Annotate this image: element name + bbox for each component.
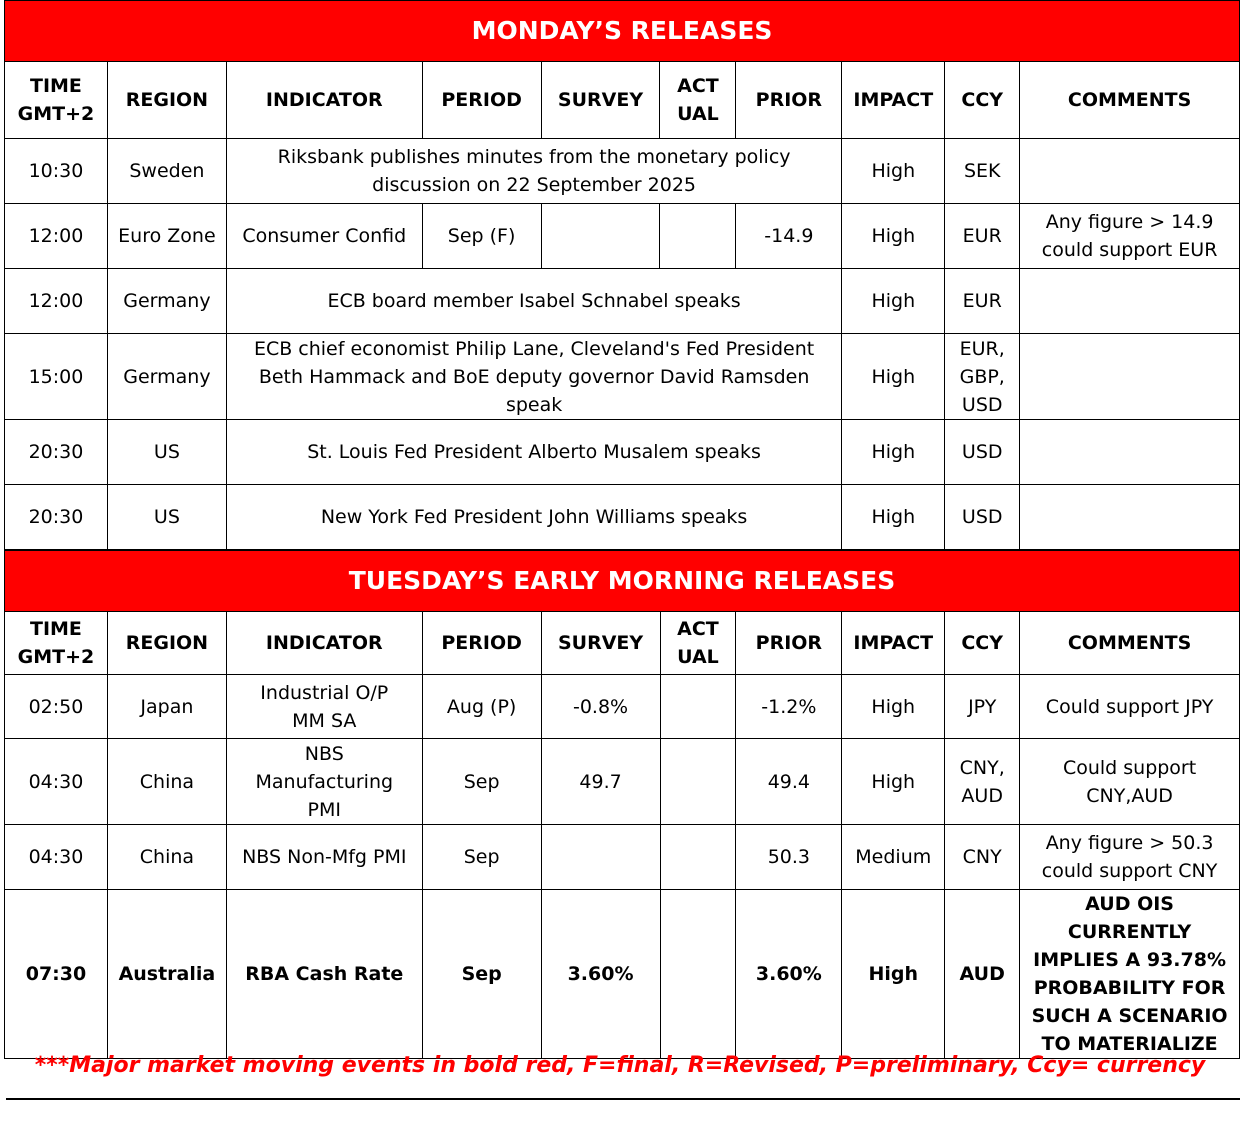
- header-comments: COMMENTS: [1020, 612, 1240, 675]
- ccy-cell: USD: [945, 420, 1020, 485]
- indicator-cell: NBS Manufacturing PMI: [226, 739, 422, 825]
- region-cell: China: [107, 739, 226, 825]
- table-row: [5, 420, 1240, 485]
- header-prior: PRIOR: [736, 612, 842, 675]
- actual-cell: [660, 890, 736, 1059]
- header-prior: PRIOR: [736, 62, 842, 139]
- comments-cell: Could support JPY: [1020, 675, 1240, 739]
- indicator-cell: Industrial O/P MM SA: [226, 675, 422, 739]
- indicator-cell: RBA Cash Rate: [226, 890, 422, 1059]
- indicator-cell: New York Fed President John Williams speaks: [226, 485, 841, 550]
- header-impact: IMPACT: [842, 612, 945, 675]
- header-period: PERIOD: [422, 62, 541, 139]
- header-time: TIME GMT+2: [5, 612, 108, 675]
- monday-header-row: [5, 62, 1240, 139]
- bottom-divider: [6, 1098, 1240, 1100]
- period-cell: Sep: [422, 739, 541, 825]
- header-indicator: INDICATOR: [226, 612, 422, 675]
- table-row: [5, 825, 1240, 890]
- ccy-cell: SEK: [945, 139, 1020, 204]
- impact-cell: High: [842, 269, 945, 334]
- prior-cell: -1.2%: [736, 675, 842, 739]
- comments-cell: [1020, 269, 1240, 334]
- header-comments: COMMENTS: [1020, 62, 1240, 139]
- region-cell: China: [107, 825, 226, 890]
- period-cell: Aug (P): [422, 675, 541, 739]
- header-indicator: INDICATOR: [226, 62, 422, 139]
- indicator-cell: Riksbank publishes minutes from the monetary policy discussion on 22 September 2025: [226, 139, 841, 204]
- prior-cell: 50.3: [736, 825, 842, 890]
- indicator-cell: ECB board member Isabel Schnabel speaks: [226, 269, 841, 334]
- region-cell: Germany: [107, 269, 226, 334]
- impact-cell: High: [842, 485, 945, 550]
- prior-cell: 49.4: [736, 739, 842, 825]
- impact-cell: High: [842, 204, 945, 269]
- actual-cell: [660, 825, 736, 890]
- header-survey: SURVEY: [541, 612, 660, 675]
- region-cell: Japan: [107, 675, 226, 739]
- table-row: [5, 139, 1240, 204]
- prior-cell: 3.60%: [736, 890, 842, 1059]
- table-row: [5, 204, 1240, 269]
- table-row: [5, 334, 1240, 420]
- ccy-cell: USD: [945, 485, 1020, 550]
- survey-cell: [541, 825, 660, 890]
- time-cell: 10:30: [5, 139, 108, 204]
- legend-footnote: ***Major market moving events in bold red, F=final, R=Revised, P=preliminary, Ccy= currency: [34, 1053, 1206, 1078]
- period-cell: Sep: [422, 890, 541, 1059]
- table-row: [5, 739, 1240, 825]
- comments-cell: [1020, 485, 1240, 550]
- table-row: [5, 485, 1240, 550]
- region-cell: Germany: [107, 334, 226, 420]
- tuesday-title: TUESDAY’S EARLY MORNING RELEASES: [5, 551, 1240, 612]
- ccy-cell: EUR: [945, 204, 1020, 269]
- indicator-cell: NBS Non-Mfg PMI: [226, 825, 422, 890]
- time-cell: 12:00: [5, 204, 108, 269]
- impact-cell: High: [842, 739, 945, 825]
- ccy-cell: AUD: [945, 890, 1020, 1059]
- actual-cell: [660, 204, 736, 269]
- impact-cell: High: [842, 139, 945, 204]
- time-cell: 02:50: [5, 675, 108, 739]
- comments-cell: Any figure > 14.9 could support EUR: [1020, 204, 1240, 269]
- comments-cell: AUD OIS CURRENTLY IMPLIES A 93.78% PROBABILITY FOR SUCH A SCENARIO TO MATERIALIZE: [1020, 890, 1240, 1059]
- time-cell: 15:00: [5, 334, 108, 420]
- impact-cell: High: [842, 675, 945, 739]
- table-row: [5, 269, 1240, 334]
- actual-cell: [660, 739, 736, 825]
- header-impact: IMPACT: [842, 62, 945, 139]
- table-row: [5, 675, 1240, 739]
- header-region: REGION: [107, 612, 226, 675]
- impact-cell: Medium: [842, 825, 945, 890]
- comments-cell: [1020, 139, 1240, 204]
- time-cell: 07:30: [5, 890, 108, 1059]
- time-cell: 04:30: [5, 739, 108, 825]
- impact-cell: High: [842, 890, 945, 1059]
- ccy-cell: CNY, AUD: [945, 739, 1020, 825]
- ccy-cell: EUR: [945, 269, 1020, 334]
- tuesday-releases-table: [4, 550, 1240, 1059]
- comments-cell: Could support CNY,AUD: [1020, 739, 1240, 825]
- time-cell: 20:30: [5, 420, 108, 485]
- header-region: REGION: [107, 62, 226, 139]
- indicator-cell: Consumer Confid: [226, 204, 422, 269]
- header-survey: SURVEY: [541, 62, 660, 139]
- indicator-cell: ECB chief economist Philip Lane, Cleveland's Fed President Beth Hammack and BoE deputy governor David Ramsden speak: [226, 334, 841, 420]
- comments-cell: Any figure > 50.3 could support CNY: [1020, 825, 1240, 890]
- header-period: PERIOD: [422, 612, 541, 675]
- comments-cell: [1020, 334, 1240, 420]
- indicator-cell: St. Louis Fed President Alberto Musalem speaks: [226, 420, 841, 485]
- region-cell: US: [107, 420, 226, 485]
- time-cell: 20:30: [5, 485, 108, 550]
- ccy-cell: CNY: [945, 825, 1020, 890]
- time-cell: 04:30: [5, 825, 108, 890]
- comments-cell: [1020, 420, 1240, 485]
- region-cell: Sweden: [107, 139, 226, 204]
- period-cell: Sep: [422, 825, 541, 890]
- period-cell: Sep (F): [422, 204, 541, 269]
- tuesday-header-row: [5, 612, 1240, 675]
- header-time: TIME GMT+2: [5, 62, 108, 139]
- ccy-cell: JPY: [945, 675, 1020, 739]
- header-ccy: CCY: [945, 62, 1020, 139]
- prior-cell: -14.9: [736, 204, 842, 269]
- survey-cell: 49.7: [541, 739, 660, 825]
- survey-cell: -0.8%: [541, 675, 660, 739]
- impact-cell: High: [842, 420, 945, 485]
- actual-cell: [660, 675, 736, 739]
- header-actual: ACT UAL: [660, 62, 736, 139]
- ccy-cell: EUR, GBP, USD: [945, 334, 1020, 420]
- monday-releases-table: [4, 0, 1240, 550]
- region-cell: Euro Zone: [107, 204, 226, 269]
- header-actual: ACT UAL: [660, 612, 736, 675]
- header-ccy: CCY: [945, 612, 1020, 675]
- region-cell: Australia: [107, 890, 226, 1059]
- monday-title: MONDAY’S RELEASES: [5, 1, 1240, 62]
- time-cell: 12:00: [5, 269, 108, 334]
- table-row: [5, 890, 1240, 1059]
- survey-cell: 3.60%: [541, 890, 660, 1059]
- impact-cell: High: [842, 334, 945, 420]
- region-cell: US: [107, 485, 226, 550]
- survey-cell: [541, 204, 660, 269]
